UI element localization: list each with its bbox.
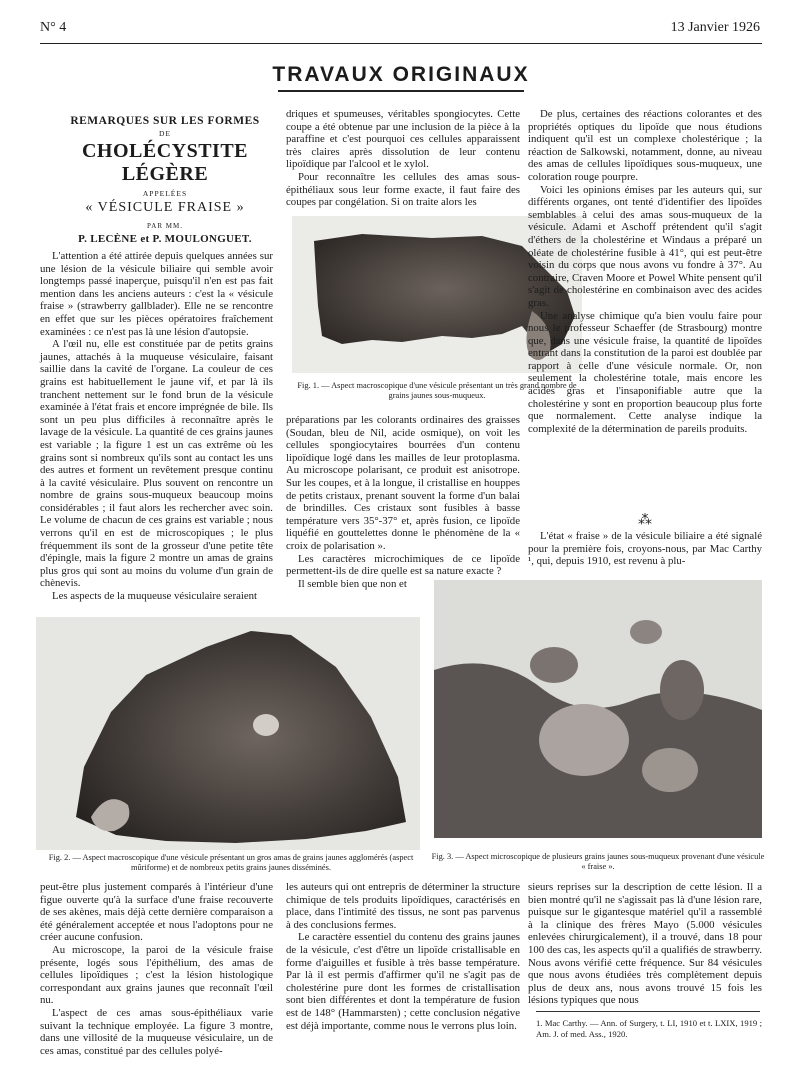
figure-3-image xyxy=(434,580,762,838)
header-rule xyxy=(40,43,762,44)
column-3-after-break xyxy=(528,530,762,568)
paragraph: A l'œil nu, elle est constituée par de petits grains jaunes, attachés à la muqueuse vésiculaire, faisant saillie dans la cavité de l'organe. La couleur de ces grains est habituellement le jaune vif, et par là ils tranchent nettement sur le fond brun de la vésicule examinée à l'état frais et encore imprégnée de bile. Ils sont un peu plus difficiles à reconnaître après le lavage de la vésicule. La quantité de ces grains jaunes est variable ; la figure 1 est un cas extrême où les grains sont si nombreux qu'ils sont au contact les uns des autres et forment un revêtement presque continu à la cavité vésiculaire. Plus souvent on rencontre un nombre de grains sous-muqueux beaucoup moins considérables ; il faut alors les rechercher avec soin. Le volume de chacun de ces grains est variable ; nous verrons qu'il en est de microscopiques ; le plus fréquemment ils sont de la grosseur d'une petite tête d'épingle, mais la figure 2 montre un amas de grains plus gros qui sont au moins du volume d'un grain de chènevis. xyxy=(40,338,273,590)
column-2-bottom xyxy=(286,881,520,1032)
column-3-top xyxy=(528,108,762,435)
paragraph: Le caractère essentiel du contenu des grains jaunes de la vésicule, c'est d'être un lipoïde cristallisable en forme d'aiguilles et fusible à très basse température. Par là il est permis d'affirmer qu'il ne s'agit pas de cholestérine pure dont les formes de cristallisation sont bien différentes et dont la température de fusion est de 148° (Hammarsten) ; cette conclusion négative est déjà importante, comme nous le verrons plus loin. xyxy=(286,931,520,1032)
figure-1-caption: Fig. 1. — Aspect macroscopique d'une vésicule présentant un très grand nombre de grains jaunes sous-muqueux. xyxy=(297,381,577,400)
figure-3-caption: Fig. 3. — Aspect microscopique de plusieurs grains jaunes sous-muqueux provenant d'une vésicule « fraise ». xyxy=(431,852,765,871)
article-title-block xyxy=(52,115,278,245)
gallbladder-photo-2 xyxy=(36,617,420,850)
paragraph: sieurs reprises sur la description de cette lésion. Il a bien montré qu'il ne s'agissait pas là d'une lésion rare, puisque sur le gigantesque matériel qu'il a rassemblé à la clinique des frères Mayo (5.000 vésicules enlevées chirurgicalement), il a trouvé, dans 18 pour 100 des cas, les aspects qu'il a qualifiés de strawberry. Nous avons vérifié cette fréquence. Sur 84 vésicules que nous avons étudiées très complètement depuis plus de deux ans, nous avons trouvé 15 fois les lésions typiques que nous xyxy=(528,881,762,1007)
title-line-1: REMARQUES SUR LES FORMES xyxy=(70,115,260,127)
issue-date: 13 Janvier 1926 xyxy=(670,20,760,35)
column-1-bottom xyxy=(40,881,273,1057)
title-quote: « VÉSICULE FRAISE » xyxy=(85,200,245,215)
micrograph-photo-3 xyxy=(434,580,762,838)
figure-2-caption: Fig. 2. — Aspect macroscopique d'une vésicule présentant un gros amas de grains jaunes agglomérés (aspect mûriforme) et de nombreux petits grains jaunes disséminés. xyxy=(48,853,414,872)
section-break-stars: ⁂ xyxy=(638,513,652,528)
paragraph: peut-être plus justement comparés à l'intérieur d'une figue ouverte qu'à la surface d'une fraise recouverte de ses akènes, mais déjà cette dernière comparaison a été généralement acceptée et nous l'adoptons pour ne créer aucune confusion. xyxy=(40,881,273,944)
column-3-bottom xyxy=(528,881,762,1007)
column-2-top xyxy=(286,108,520,209)
footnote: 1. Mac Carthy. — Ann. of Surgery, t. LI, 1910 et t. LXIX, 1919 ; Am. J. of med. Ass., 1920. xyxy=(536,1018,762,1039)
issue-number: N° 4 xyxy=(40,20,67,35)
paragraph: Pour reconnaître les cellules des amas sous-épithéliaux sous leur forme exacte, il faut faire des coupes par congélation. Si on traite alors les xyxy=(286,170,520,209)
section-rule xyxy=(278,90,524,92)
paragraph: L'état « fraise » de la vésicule biliaire a été signalé pour la première fois, croyons-nous, par Mac Carthy ¹, qui, depuis 1910, est revenu à plu- xyxy=(528,530,762,568)
paragraph: Au microscope, la paroi de la vésicule fraise présente, logés sous l'épithélium, des amas de cellules lipoïdiques ; c'est la lésion histologique correspondant aux grains jaunes que reconnaît l'œil nu. xyxy=(40,943,273,1007)
paragraph: Les aspects de la muqueuse vésiculaire seraient xyxy=(52,590,258,603)
paragraph: Une analyse chimique qu'a bien voulu faire pour nous le professeur Schaeffer (de Strasbourg) montre que, dans une vésicule fraise, la quantité de lipoïdes entrant dans la constitution de la paroi est doublée par rapport à celle d'une vésicule normale. Or, non seulement la cholestérine totale, mais encore les acides gras et l'insaponifiable autre que la cholestérine y sont en proportion beaucoup plus forte que normalement. Cette analyse indique la complexité de la détermination de pareils produits. xyxy=(528,309,762,435)
paragraph: De plus, certaines des réactions colorantes et des propriétés optiques du lipoïde que nous étudions indiquent qu'il est un complexe cholestérique ; la réaction de Salkowski, notamment, donne, au niveau des amas de cellules lipoïdiques sous-muqueux, une coloration rouge pourpre. xyxy=(528,108,762,183)
column-1-top xyxy=(40,250,273,603)
section-title: TRAVAUX ORIGINAUX xyxy=(272,63,530,86)
paragraph: L'attention a été attirée depuis quelques années sur une lésion de la vésicule biliaire qui semble avoir longtemps passé inaperçue, puisqu'il n'en est pas fait mention dans les anciens auteurs : c'est la « vésicule fraise » (strawberry gallblader). Elle ne se rencontre en effet que sur les pièces opératoires fraîchement examinées : ce n'est pas là une lésion d'autopsie. xyxy=(40,250,273,338)
footnote-rule xyxy=(536,1011,760,1012)
title-main: CHOLÉCYSTITE LÉGÈRE xyxy=(81,140,249,185)
paragraph: driques et spumeuses, véritables spongiocytes. Cette coupe a été obtenue par une inclusion de la pièce à la paraffine et c'est pourquoi ces cellules apparaissent très claires après dissolution de leur contenu lipoïdique par l'alcool et le xylol. xyxy=(286,108,520,171)
paragraph: les auteurs qui ont entrepris de déterminer la structure chimique de tels produits lipoïdiques, caractérisés en place, dans l'intimité des tissus, ne sont pas parvenus à des conclusions fermes. xyxy=(286,881,520,931)
title-par: PAR MM. xyxy=(147,222,183,230)
paragraph: Il semble bien que non et xyxy=(298,577,407,590)
paragraph: Voici les opinions émises par les auteurs qui, sur différents organes, ont tenté d'identifier des lipoïdes semblables à celui des amas sous-muqueux de la vésicule. Adami et Aschoff prétendent qu'il s'agit d'éthers de la cholestérine et Windaus a préparé un oléate de cholestérine fusible à 41°, qui est peut-être voisin du corps que nous avons vu fondre à 37°. Au contraire, Craven Moore et Powel White pensent qu'il s'agit de cholestérine en combinaison avec des acides gras. xyxy=(528,183,762,309)
authors: P. LECÈNE et P. MOULONGUET. xyxy=(78,233,252,245)
paragraph: Les caractères microchimiques de ce lipoïde permettent-ils de dire quelle est sa nature exacte ? xyxy=(286,552,520,578)
title-de: DE xyxy=(159,129,171,138)
column-2-mid xyxy=(286,414,520,590)
title-appelees: APPELÉES xyxy=(142,189,188,198)
figure-2-image xyxy=(36,617,420,850)
paragraph: L'aspect de ces amas sous-épithéliaux varie suivant la technique employée. La figure 3 montre, dans une villosité de la muqueuse vésiculaire, un de ces amas, constitué par des cellules polyé- xyxy=(40,1006,273,1057)
paragraph: préparations par les colorants ordinaires des graisses (Soudan, bleu de Nil, acide osmique), on voit les cellules spongiocytaires bourrées d'un contenu lipoïdique logé dans les mailles de leur protoplasma. Au microscope polarisant, ce produit est anisotrope. Sur les coupes, et à la longue, il cristallise en houppes de petits cristaux, prenant souvent la forme d'un balai de brindilles. Ces cristaux sont fusibles à basse température vers 35°-37° et, après fusion, ce lipoïde liquéfié en gouttelettes donne le phénomène de la « croix de polarisation ». xyxy=(286,414,520,552)
